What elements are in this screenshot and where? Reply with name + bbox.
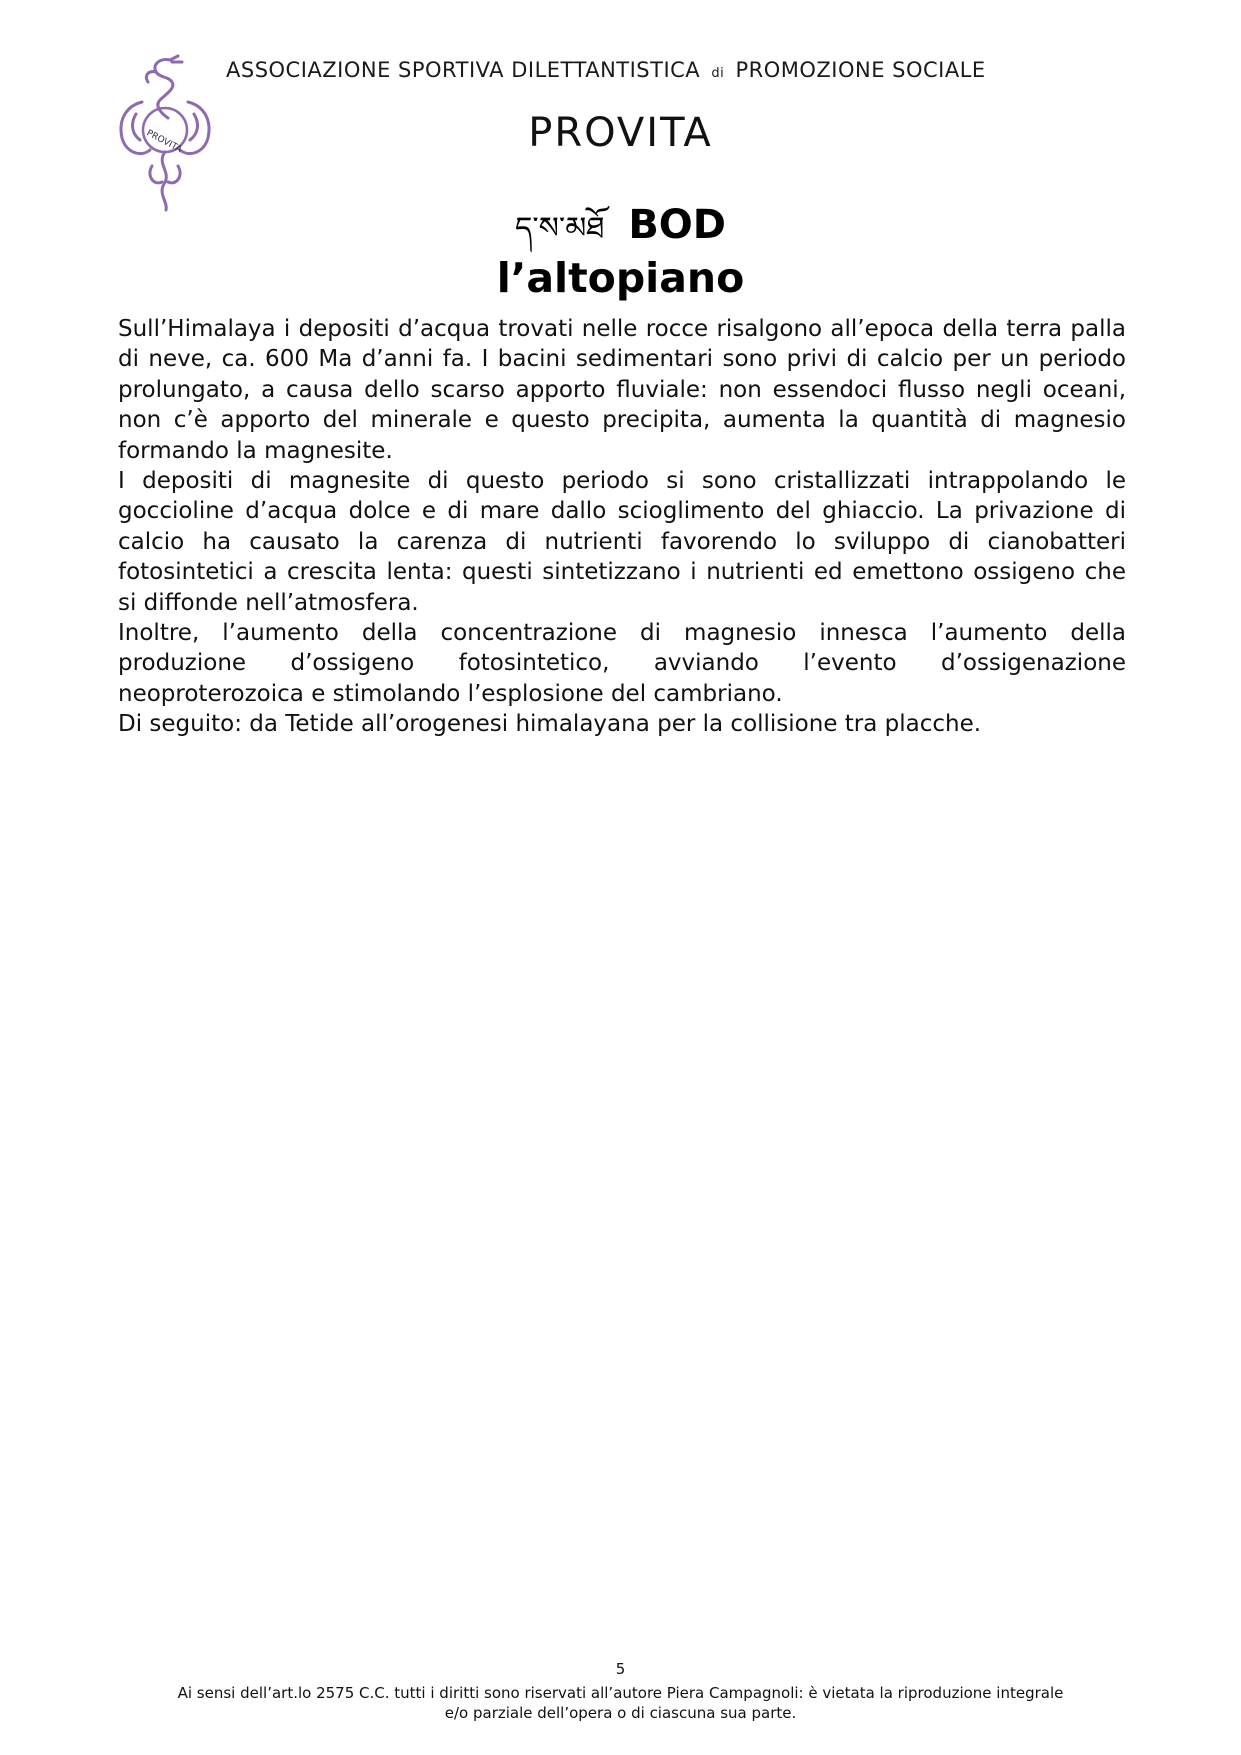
paragraph: Inoltre, l’aumento della concentrazione di magnesio innesca l’aumento della produzione d’ossigeno fotosintetico, avviando l’evento d’ossigenazione neoproterozoica e stimolando l’esplosione del cambriano. — [118, 620, 1126, 707]
page-number: 5 — [615, 1660, 626, 1678]
organization-name: PROVITA — [528, 110, 713, 156]
copyright-line-1: Ai sensi dell’art.lo 2575 C.C. tutti i diritti sono riservati all’autore Piera Campagnoli: è vietata la riproduzione integrale — [177, 1684, 1064, 1702]
association-name-right: PROMOZIONE SOCIALE — [735, 58, 986, 82]
association-line — [226, 58, 1026, 82]
paragraph: I depositi di magnesite di questo periodo si sono cristallizzati intrappolando le goccioline d’acqua dolce e di mare dallo scioglimento del ghiaccio. La privazione di calcio ha causato la carenza di nutrienti favorendo lo sviluppo di cianobatteri fotosintetici a crescita lenta: questi sintetizzano i nutrienti ed emettono ossigeno che si diffonde nell’atmosfera. — [118, 468, 1126, 616]
page-subtitle: l’altopiano — [496, 254, 745, 302]
paragraph: Di seguito: da Tetide all’orogenesi himalayana per la collisione tra placche. — [118, 711, 982, 738]
copyright-footer — [110, 1683, 1131, 1723]
association-name-left: ASSOCIAZIONE SPORTIVA DILETTANTISTICA — [226, 58, 701, 82]
logo-text: PROVITA — [144, 128, 184, 156]
tibetan-title: ད་ས་མཐོ — [514, 211, 605, 246]
paragraph: Sull’Himalaya i depositi d’acqua trovati nelle rocce risalgono all’epoca della terra palla di neve, ca. 600 Ma d’anni fa. I bacini sedimentari sono privi di calcio per un periodo prolungato, a causa dello scarso apporto fluviale: non essendoci flusso negli oceani, non c’è apporto del minerale e questo precipita, aumenta la quantità di magnesio formando la magnesite. — [118, 316, 1126, 464]
body-text — [118, 314, 1126, 740]
title-main: BOD — [628, 202, 727, 248]
copyright-line-2: e/o parziale dell’opera o di ciascuna sua parte. — [444, 1704, 797, 1722]
association-di: di — [711, 66, 725, 81]
